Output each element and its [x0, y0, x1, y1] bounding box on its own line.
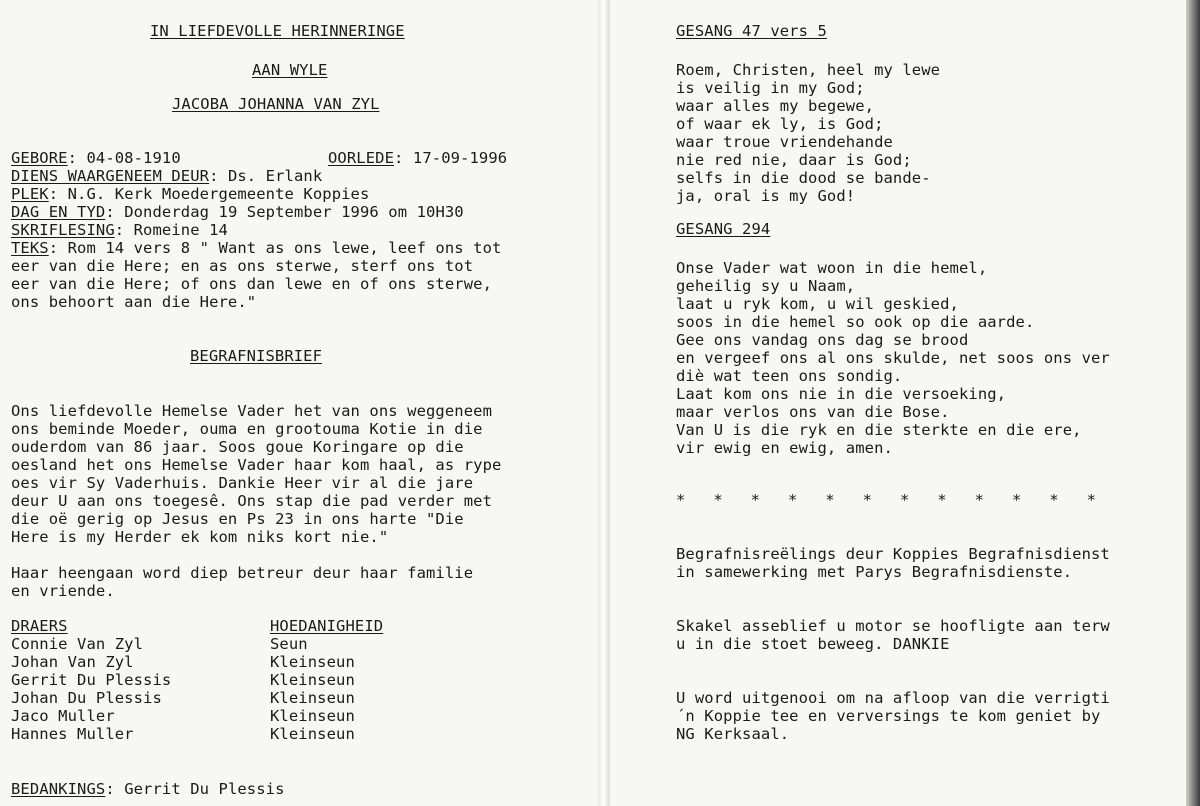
oorlede-row [328, 149, 507, 167]
gesang-294-heading: GESANG 294 [676, 220, 771, 238]
uitgenooi-line: U word uitgenooi om na afloop van die verrigti [676, 689, 1110, 707]
bedankings-row [11, 780, 285, 798]
draer-role: Kleinseun [270, 707, 355, 725]
gesang-294-line: diè wat teen ons sondig. [676, 367, 903, 385]
begrafnis-line: Here is my Herder ek kom niks kort nie." [11, 528, 389, 546]
gesang-47-heading: GESANG 47 vers 5 [676, 22, 827, 40]
begrafnis-line: ouderdom van 86 jaar. Soos goue Koringare op die [11, 438, 464, 456]
draer-name: Jaco Muller [11, 707, 115, 725]
diens-label: DIENS WAARGENEEM DEUR [11, 167, 210, 185]
oorlede-value: : 17-09-1996 [394, 149, 508, 167]
dag-label: DAG EN TYD [11, 203, 106, 221]
bedankings-value: : Gerrit Du Plessis [105, 780, 285, 798]
star-divider: * * * * * * * * * * * * [676, 491, 1096, 509]
draer-role: Seun [270, 635, 308, 653]
gesang-294-line: Gee ons vandag ons dag se brood [676, 331, 969, 349]
draer-role: Kleinseun [270, 689, 355, 707]
gesang-47-line: of waar ek ly, is God; [676, 115, 884, 133]
gesang-47-line: selfs in die dood se bande- [676, 169, 931, 187]
teks-line: eer van die Here; of ons dan lewe en of ons sterwe, [11, 275, 493, 293]
gebore-row [11, 149, 181, 167]
reelings-line: in samewerking met Parys Begrafnisdienste. [676, 563, 1073, 581]
begrafnis-line: oes vir Sy Vaderhuis. Dankie Heer vir al die jare [11, 474, 474, 492]
title-aan-wyle: AAN WYLE [252, 61, 328, 79]
gesang-47-line: ja, oral is my God! [676, 187, 856, 205]
begrafnis-line: deur U aan ons toegesê. Ons stap die pad verder met [11, 492, 493, 510]
dag-value: : Donderdag 19 September 1996 om 10H30 [105, 203, 464, 221]
hoedanigheid-heading: HOEDANIGHEID [270, 617, 384, 635]
draers-heading: DRAERS [11, 617, 68, 635]
teks-line: eer van die Here; en as ons sterwe, sterf ons tot [11, 257, 474, 275]
title-name: JACOBA JOHANNA VAN ZYL [172, 95, 380, 113]
heengaan-line: en vriende. [11, 582, 115, 600]
draer-name: Johan Van Zyl [11, 653, 134, 671]
skakel-line: u in die stoet beweeg. DANKIE [676, 635, 950, 653]
gesang-294-line: Van U is die ryk en die sterkte en die ere, [676, 421, 1082, 439]
gesang-47-line: waar troue vriendehande [676, 133, 893, 151]
right-page [610, 0, 1200, 806]
begrafnis-line: oesland het ons Hemelse Vader haar kom haal, as rype [11, 456, 502, 474]
begrafnisbrief-heading: BEGRAFNISBRIEF [190, 347, 323, 365]
teks-label: TEKS [11, 239, 49, 257]
scan-shadow-edge [1186, 0, 1200, 806]
dag-row [11, 203, 464, 221]
bedankings-label: BEDANKINGS [11, 780, 106, 798]
gesang-47-line: is veilig in my God; [676, 79, 865, 97]
gesang-294-line: vir ewig en ewig, amen. [676, 439, 893, 457]
diens-row [11, 167, 322, 185]
reelings-line: Begrafnisreëlings deur Koppies Begrafnisdienst [676, 545, 1110, 563]
gesang-294-line: maar verlos ons van die Bose. [676, 403, 950, 421]
gesang-294-line: Laat kom ons nie in die versoeking, [676, 385, 1007, 403]
plek-row [11, 185, 369, 203]
draer-name: Connie Van Zyl [11, 635, 144, 653]
page-fold [598, 0, 610, 806]
plek-value: : N.G. Kerk Moedergemeente Koppies [48, 185, 370, 203]
gesang-47-line: nie red nie, daar is God; [676, 151, 912, 169]
teks-line: ons behoort aan die Here." [11, 293, 257, 311]
title-in-liefdevolle: IN LIEFDEVOLLE HERINNERINGE [150, 22, 405, 40]
draer-role: Kleinseun [270, 653, 355, 671]
diens-value: : Ds. Erlank [209, 167, 323, 185]
teks-value: : Rom 14 vers 8 " Want as ons lewe, leef ons tot [48, 239, 502, 257]
skriflesing-label: SKRIFLESING [11, 221, 115, 239]
gesang-294-line: soos in die hemel so ook op die aarde. [676, 313, 1035, 331]
gesang-294-line: Onse Vader wat woon in die hemel, [676, 259, 988, 277]
skriflesing-row [11, 221, 228, 239]
oorlede-label: OORLEDE [328, 149, 395, 167]
gebore-label: GEBORE [11, 149, 68, 167]
draer-name: Gerrit Du Plessis [11, 671, 172, 689]
teks-row [11, 239, 501, 257]
gesang-47-line: Roem, Christen, heel my lewe [676, 61, 941, 79]
gesang-294-line: laat u ryk kom, u wil geskied, [676, 295, 959, 313]
plek-label: PLEK [11, 185, 49, 203]
gebore-value: : 04-08-1910 [67, 149, 181, 167]
left-page [0, 0, 598, 806]
begrafnis-line: ons beminde Moeder, ouma en grootouma Kotie in die [11, 420, 483, 438]
uitgenooi-line: NG Kerksaal. [676, 725, 790, 743]
uitgenooi-line: ´n Koppie tee en verversings te kom geniet by [676, 707, 1101, 725]
begrafnis-line: die oë gerig op Jesus en Ps 23 in ons harte "Die [11, 510, 464, 528]
gesang-294-line: geheilig sy u Naam, [676, 277, 856, 295]
draer-name: Hannes Muller [11, 725, 134, 743]
skriflesing-value: : Romeine 14 [114, 221, 228, 239]
begrafnis-line: Ons liefdevolle Hemelse Vader het van ons weggeneem [11, 402, 493, 420]
skakel-line: Skakel asseblief u motor se hoofligte aan terw [676, 617, 1110, 635]
heengaan-line: Haar heengaan word diep betreur deur haar familie [11, 564, 474, 582]
gesang-47-line: waar alles my begewe, [676, 97, 875, 115]
draer-name: Johan Du Plessis [11, 689, 162, 707]
draer-role: Kleinseun [270, 725, 355, 743]
draer-role: Kleinseun [270, 671, 355, 689]
gesang-294-line: en vergeef ons al ons skulde, net soos ons ver [676, 349, 1110, 367]
